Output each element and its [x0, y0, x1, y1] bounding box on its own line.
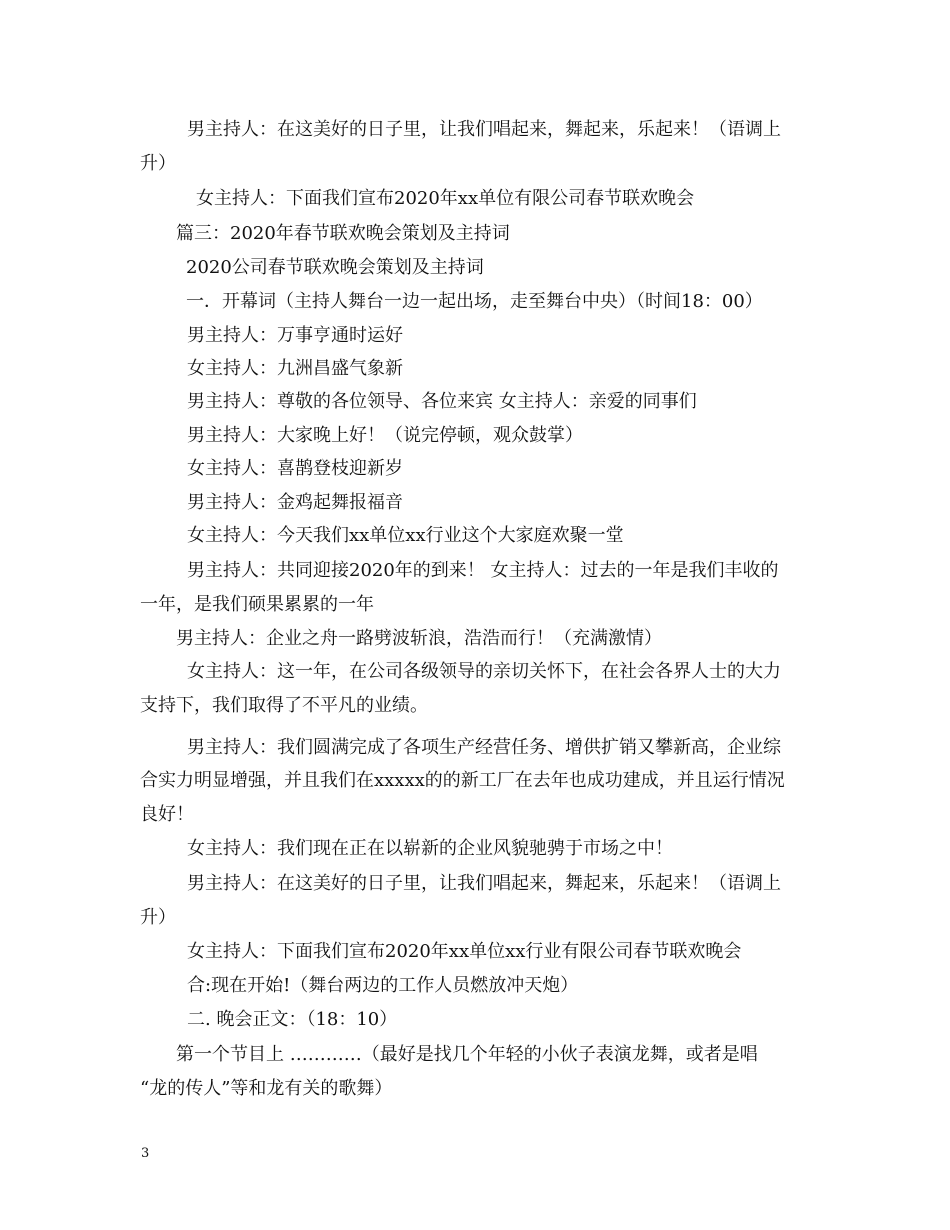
- text-line: 女主持人：下面我们宣布2020年xx单位有限公司春节联欢晚会: [196, 188, 695, 209]
- page-number: 3: [141, 1146, 150, 1161]
- text-line: 升）: [140, 153, 176, 174]
- text-line: 合:现在开始!（舞台两边的工作人员燃放冲天炮）: [187, 975, 579, 996]
- text-line: 合实力明显增强，并且我们在xxxxx的的新工厂在去年也成功建成，并且运行情况: [140, 770, 785, 791]
- text-line: 男主持人：金鸡起舞报福音: [187, 492, 403, 513]
- text-line: 2020公司春节联欢晚会策划及主持词: [186, 257, 484, 278]
- text-line: “龙的传人”等和龙有关的歌舞）: [140, 1078, 393, 1099]
- text-line: 男主持人：在这美好的日子里，让我们唱起来，舞起来，乐起来！（语调上: [187, 119, 781, 140]
- text-line: 二. 晚会正文：（18：10）: [187, 1009, 398, 1030]
- text-line: 女主持人：我们现在正在以崭新的企业风貌驰骋于市场之中！: [187, 838, 673, 859]
- text-line: 良好！: [140, 804, 194, 825]
- text-line: 男主持人：大家晚上好！（说完停顿，观众鼓掌）: [187, 425, 583, 446]
- text-line: 女主持人：今天我们xx单位xx行业这个大家庭欢聚一堂: [187, 525, 624, 546]
- text-line: 男主持人：万事亨通时运好: [187, 325, 403, 346]
- text-line: 一．开幕词（主持人舞台一边一起出场，走至舞台中央）（时间18：00）: [186, 291, 763, 312]
- text-line: 女主持人：下面我们宣布2020年xx单位xx行业有限公司春节联欢晚会: [187, 941, 742, 962]
- text-line: 第一个节目上 …………（最好是找几个年轻的小伙子表演龙舞，或者是唱: [176, 1044, 758, 1065]
- text-line: 男主持人：企业之舟一路劈波斩浪，浩浩而行！（充满激情）: [176, 628, 662, 649]
- text-line: 男主持人：我们圆满完成了各项生产经营任务、增供扩销又攀新高，企业综: [187, 737, 781, 758]
- text-line: 男主持人：尊敬的各位领导、各位来宾 女主持人：亲爱的同事们: [187, 391, 697, 412]
- text-line: 女主持人：九洲昌盛气象新: [187, 358, 403, 379]
- text-line: 升）: [140, 907, 176, 928]
- text-line: 一年，是我们硕果累累的一年: [140, 594, 374, 615]
- text-line: 男主持人：在这美好的日子里，让我们唱起来，舞起来，乐起来！（语调上: [187, 873, 781, 894]
- text-line: 篇三：2020年春节联欢晚会策划及主持词: [176, 223, 510, 244]
- text-line: 女主持人：喜鹊登枝迎新岁: [187, 458, 403, 479]
- text-line: 女主持人：这一年，在公司各级领导的亲切关怀下，在社会各界人士的大力: [187, 661, 781, 682]
- text-line: 男主持人：共同迎接2020年的到来！ 女主持人：过去的一年是我们丰收的: [187, 560, 779, 581]
- text-line: 支持下，我们取得了不平凡的业绩。: [140, 695, 428, 716]
